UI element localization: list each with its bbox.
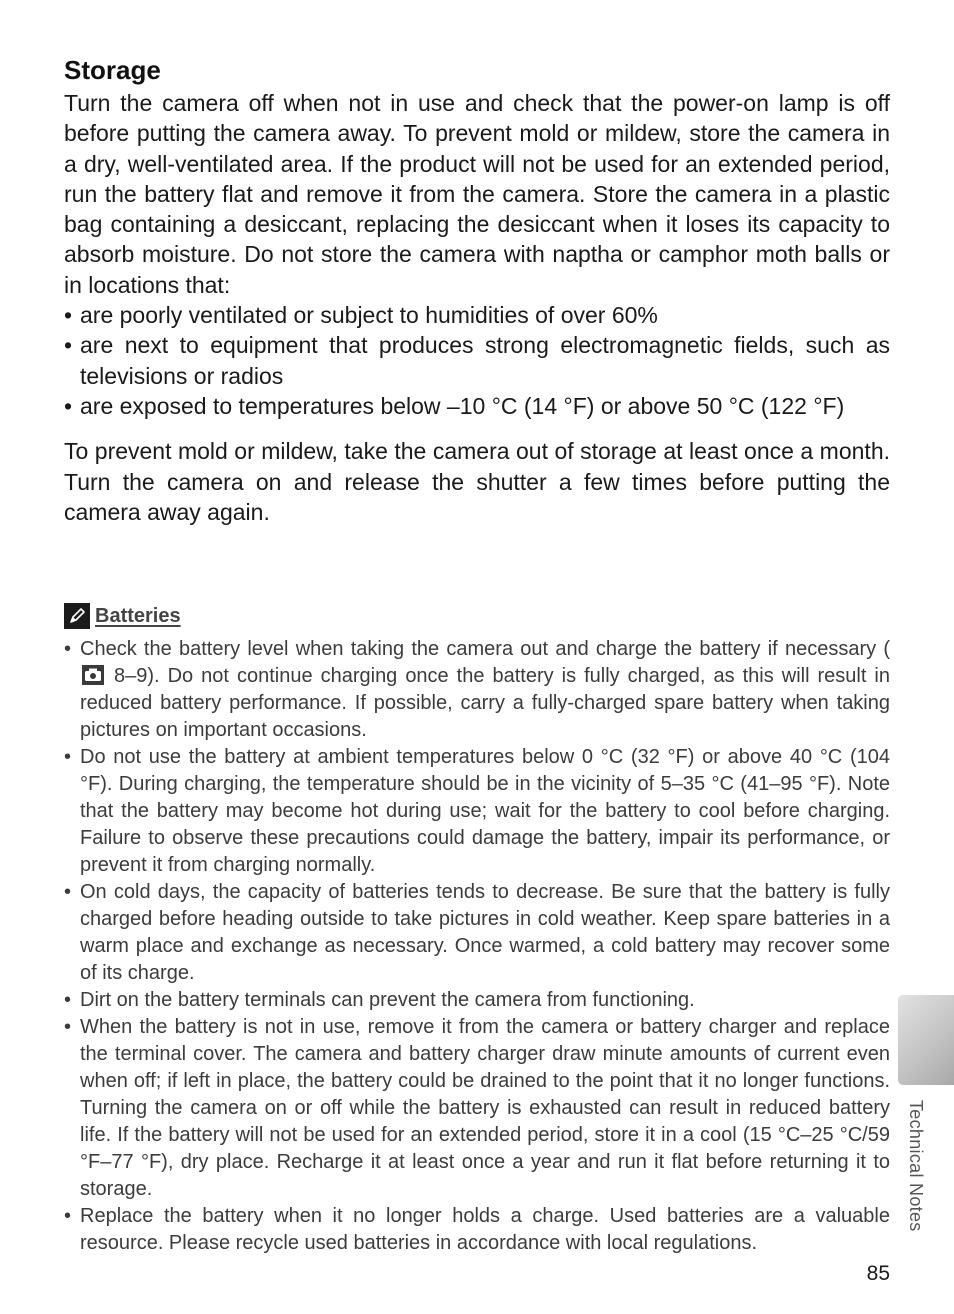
storage-paragraph: Turn the camera off when not in use and check that the power-on lamp is off before putting the camera away. To prevent mold or mildew, store the camera in a dry, well-ventilated area. If the product will not be used for an extended period, run the battery flat and remove it from the camera. Store the camera in a plastic bag containing a desiccant, replacing the desiccant when it loses its capacity to absorb moisture. Do not store the camera with naptha or camphor moth balls or in locations that: — [64, 90, 890, 298]
storage-heading: Storage — [64, 55, 161, 85]
storage-section — [64, 54, 890, 527]
page-number: 85 — [866, 1262, 890, 1285]
storage-paragraph-2: To prevent mold or mildew, take the camera out of storage at least once a month. Turn the camera on and release the shutter a few times before putting the camera away again. — [64, 438, 890, 525]
list-item: • are exposed to temperatures below –10 °C (14 °F) or above 50 °C (122 °F) — [64, 392, 845, 419]
batteries-title: Batteries — [95, 604, 181, 627]
batteries-heading — [64, 603, 890, 629]
list-item: • Do not use the battery at ambient temperatures below 0 °C (32 °F) or above 40 °C (104 °F). During charging, the temperature should be in the vicinity of 5–35 °C (41–95 °F). Note that the battery may become hot during use; wait for the battery to cool before charging. Failure to observe these precautions could damage the battery, impair its performance, or prevent it from charging normally. — [64, 746, 890, 876]
batteries-list — [64, 636, 890, 1257]
batteries-note — [64, 603, 890, 1257]
storage-conditions-list — [64, 300, 890, 421]
list-item: • On cold days, the capacity of batteries tends to decrease. Be sure that the battery is fully charged before heading outside to take pictures in cold weather. Keep spare batteries in a warm place and exchange as necessary. Once warmed, a cold battery may recover some of its charge. — [64, 881, 890, 984]
list-item: • are poorly ventilated or subject to humidities of over 60% — [64, 302, 658, 329]
camera-page-reference-icon — [82, 665, 104, 685]
list-item: • Replace the battery when it no longer holds a charge. Used batteries are a valuable resource. Please recycle used batteries in accordance with local regulations. — [64, 1205, 890, 1254]
list-item: • are next to equipment that produces strong electromagnetic fields, such as televisions or radios — [64, 332, 890, 389]
pencil-note-icon — [64, 603, 90, 629]
list-item: • Dirt on the battery terminals can prevent the camera from functioning. — [64, 989, 695, 1011]
list-item: • When the battery is not in use, remove it from the camera or battery charger and replace the terminal cover. The camera and battery charger draw minute amounts of current even when off; if left in place, the battery could be drained to the point that it no longer functions. Turning the camera on or off while the battery is exhausted can result in reduced battery life. If the battery will not be used for an extended period, store it in a cool (15 °C–25 °C/59 °F–77 °F), dry place. Recharge it at least once a year and run it flat before returning it to storage. — [64, 1016, 890, 1200]
chapter-label: Technical Notes — [906, 1100, 926, 1232]
chapter-tab — [898, 995, 954, 1085]
list-item: • Check the battery level when taking the camera out and charge the battery if necessary ( 8–9). Do not continue charging once the battery is fully charged, as this will result in reduced battery performance. If possible, carry a fully-charged spare battery when taking pictures on important occasions. — [64, 638, 890, 741]
